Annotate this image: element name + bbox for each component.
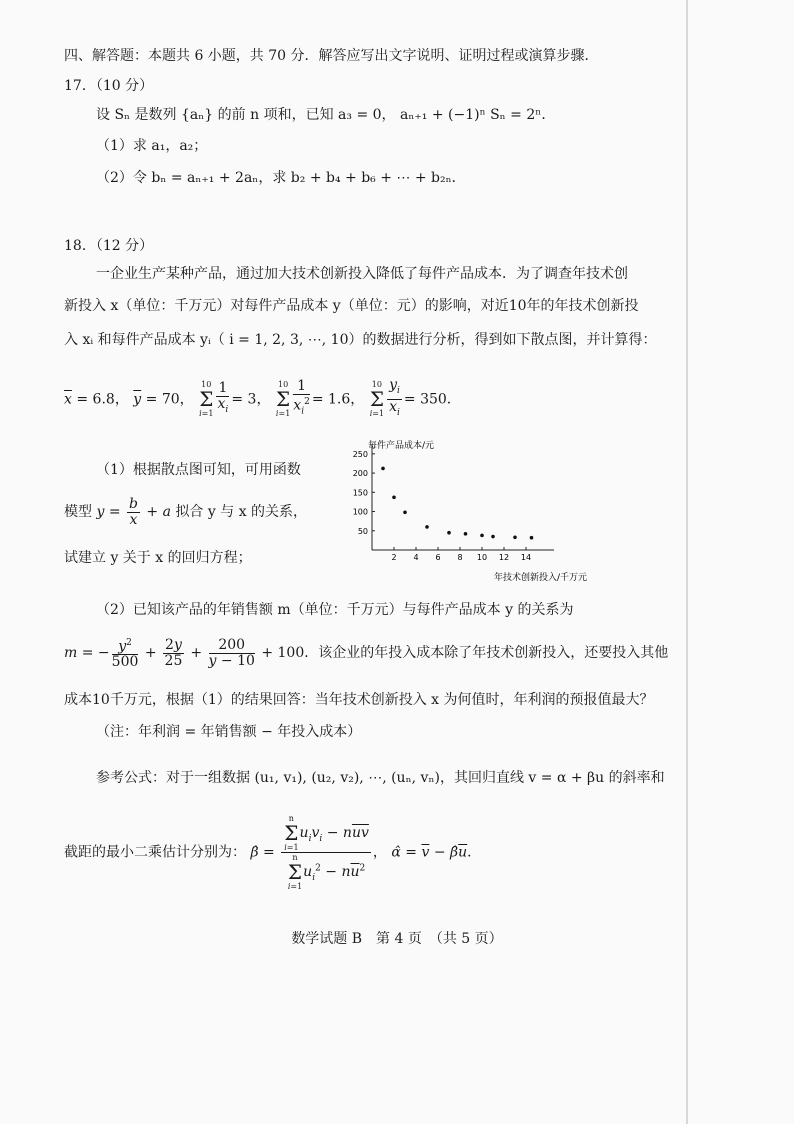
scatter-point (491, 535, 495, 539)
q18-p1-line3: 试建立 y 关于 x 的回归方程； (64, 550, 252, 566)
chart-xlabel: 年技术创新投入/千万元 (494, 573, 588, 583)
x-tick-label: 4 (413, 553, 419, 562)
chart-ylabel: 每件产品成本/元 (368, 441, 435, 451)
scatter-point (480, 534, 484, 538)
sum-symbol-2: 10 Σ i=1 (275, 380, 291, 419)
reference-formula-line2: 截距的最小二乘估计分别为： β̂ = n Σ $i=1u_iv_i - n\overline{u}\overline{v}$ n Σ $i=1u_i^2 - n\overline{u}^2$ ， α̂ = $\overline{v}$ − $\betâ\overline{u}$． (64, 814, 482, 891)
q18-p2-formula: m = − $\frac{y^2}{500}$ + $\frac{2y}{25}$ + $\frac{200}{y - 10}$ + 100．该企业的年投入成本除了年技术创新投入，还要投入其他 (64, 636, 669, 671)
x-tick-label: 2 (391, 553, 397, 562)
x-tick-label: 12 (498, 553, 510, 562)
page-footer: 数学试题 B 第 4 页 （共 5 页） (291, 931, 503, 947)
beta-hat-fraction: n Σ $i=1u_iv_i - n\overline{u}\overline{v}$ n Σ $i=1u_i^2 - n\overline{u}^2$ (281, 814, 371, 891)
scatter-point (381, 467, 385, 471)
x-tick-label: 10 (476, 553, 488, 562)
chart-axes (372, 444, 554, 550)
q18-p2-line3: 成本10千万元，根据（1）的结果回答：当年技术创新投入 x 为何值时，年利润的预报值最大？ (64, 692, 654, 708)
sum2-value: = 1.6 (311, 391, 351, 408)
q18-intro-1: 一企业生产某种产品，通过加大技术创新投入降低了每件产品成本．为了调查年技术创 (96, 266, 628, 282)
scatter-point (513, 536, 517, 540)
q18-intro-3: 入 xᵢ 和每件产品成本 yᵢ（ i = 1, 2, 3, ⋯, 10）的数据进行分析，得到如下散点图，并计算得： (64, 332, 657, 348)
frac-1-over-x2: $\frac{1}{x_i^2}$ (293, 378, 310, 417)
y-tick-label: 250 (352, 449, 368, 459)
q18-p1-line1: （1）根据散点图可知，可用函数 (96, 462, 301, 478)
scatter-point (403, 511, 407, 515)
chart-ticks (353, 450, 531, 562)
y-tick-label: 50 (357, 526, 368, 536)
reference-formula-line1: 参考公式：对于一组数据 (u₁, v₁), (u₂, v₂), ⋯, (uₙ, vₙ)，其回归直线 v = α + βu 的斜率和 (96, 770, 665, 786)
q18-p2-line1: （2）已知该产品的年销售额 m（单位：千万元）与每件产品成本 y 的关系为 (96, 602, 574, 618)
sum3-value: = 350 (403, 391, 447, 408)
q18-number: 18．（12 分） (64, 238, 154, 254)
ybar-value: = 70 (145, 391, 180, 408)
frac-1-over-x: $\frac{1}{x_i}$ (217, 379, 229, 415)
sum1-value: = 3 (231, 391, 257, 408)
x-tick-label: 14 (520, 553, 532, 562)
section-header: 四、解答题：本题共 6 小题，共 70 分．解答应写出文字说明、证明过程或演算步骤． (64, 48, 599, 64)
y-tick-label: 200 (352, 469, 368, 479)
frac-y-over-x: $\frac{y_i}{x_i}$ (389, 377, 400, 418)
y-tick-label: 150 (352, 488, 368, 498)
scatter-point (530, 536, 534, 540)
xbar-value: = 6.8 (76, 391, 115, 408)
q17-part1: （1）求 a₁，a₂； (96, 138, 208, 154)
q17-stem: 设 Sₙ 是数列 {aₙ} 的前 n 项和，已知 a₃ = 0， aₙ₊₁ + (−1)ⁿ Sₙ = 2ⁿ． (96, 107, 556, 123)
q17-number: 17．（10 分） (64, 78, 154, 94)
page-edge (686, 0, 688, 1124)
x-tick-label: 8 (457, 553, 463, 562)
sum-symbol-1: 10 Σ i=1 (199, 380, 214, 419)
sum-symbol-3: 10 Σ i=1 (369, 380, 385, 419)
q18-intro-2: 新投入 x（单位：千万元）对每件产品成本 y（单位：元）的影响，对近10年的年技术创新投 (64, 298, 639, 314)
scatter-point (392, 496, 396, 500)
q18-stats: $\overline{x} = 6.8$， $\overline{y} = 70$， 10 Σ i=1 $\frac{1}{x_i}$ = 3， 10 Σ i=1 $\frac{1}{x_i^2}$ = 1.6， 10 Σ i=1 $\frac{y_i}{x_i}$ = 350． (64, 378, 461, 421)
scatter-point (425, 525, 429, 529)
x-tick-label: 6 (435, 553, 441, 562)
chart-points (381, 467, 533, 540)
scatter-point (447, 531, 451, 535)
q18-note: （注：年利润 = 年销售额 − 年投入成本） (96, 724, 362, 740)
q17-part2: （2）令 bₙ = aₙ₊₁ + 2aₙ，求 b₂ + b₄ + b₆ + ⋯ + b₂ₙ． (96, 170, 466, 186)
scatter-chart (340, 436, 610, 586)
scatter-point (464, 532, 468, 536)
frac-b-over-x: $\frac{b}{x}$ (129, 495, 138, 528)
y-tick-label: 100 (352, 507, 368, 517)
q18-p1-line2: 模型 y = $\frac{b}{x}$ + a 拟合 y 与 x 的关系， (64, 495, 308, 528)
